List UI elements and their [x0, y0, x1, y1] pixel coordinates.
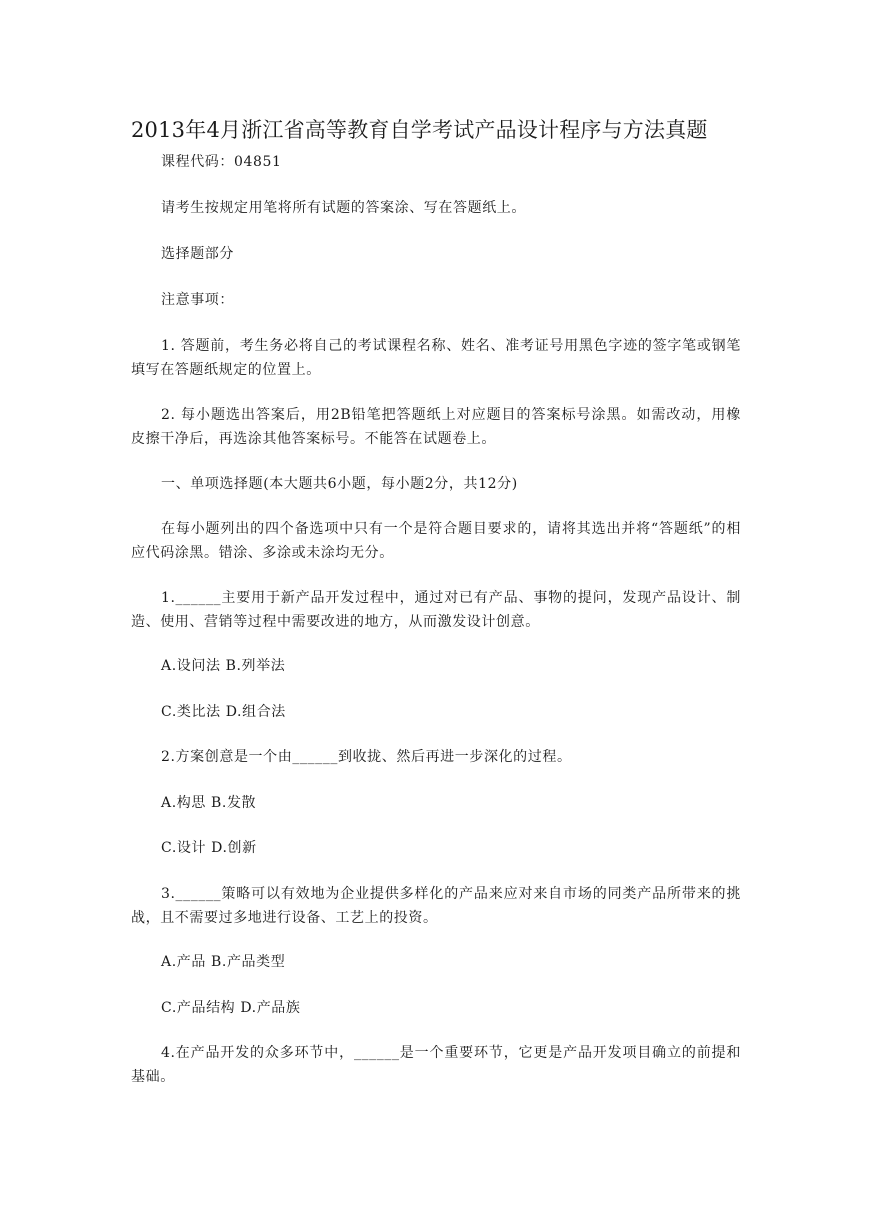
question-2-stem: 2.方案创意是一个由______到收拢、然后再进一步深化的过程。: [161, 749, 572, 765]
note-1: 1. 答题前，考生务必将自己的考试课程名称、姓名、准考证号用黑色字迹的签字笔或钢笔填写在答题纸规定的位置上。: [131, 338, 741, 378]
notes-label: 注意事项：: [161, 292, 234, 308]
section-label: 选择题部分: [161, 246, 234, 262]
question-1-stem: 1.______主要用于新产品开发过程中，通过对已有产品、事物的提问，发现产品设计、制造、使用、营销等过程中需要改进的地方，从而激发设计创意。: [131, 590, 741, 630]
part-1-heading: 一、单项选择题(本大题共6小题，每小题2分，共12分): [161, 476, 518, 492]
question-3-options-cd: C.产品结构 D.产品族: [161, 1000, 301, 1016]
question-1-options-cd: C.类比法 D.组合法: [161, 704, 286, 720]
document-title: 2013年4月浙江省高等教育自学考试产品设计程序与方法真题: [131, 118, 708, 142]
question-1-options-ab: A.设问法 B.列举法: [161, 658, 286, 674]
question-3-stem: 3.______策略可以有效地为企业提供多样化的产品来应对来自市场的同类产品所带来的挑战，且不需要过多地进行设备、工艺上的投资。: [131, 886, 741, 926]
part-1-instruction: 在每小题列出的四个备选项中只有一个是符合题目要求的，请将其选出并将“答题纸”的相应代码涂黑。错涂、多涂或未涂均无分。: [131, 521, 741, 561]
question-2-options-cd: C.设计 D.创新: [161, 840, 257, 856]
question-3-options-ab: A.产品 B.产品类型: [161, 954, 286, 970]
question-4-stem: 4.在产品开发的众多环节中，______是一个重要环节，它更是产品开发项目确立的前提和基础。: [131, 1045, 741, 1085]
question-2-options-ab: A.构思 B.发散: [161, 795, 257, 811]
answer-instruction: 请考生按规定用笔将所有试题的答案涂、写在答题纸上。: [161, 200, 526, 216]
note-2: 2. 每小题选出答案后，用2B铅笔把答题纸上对应题目的答案标号涂黑。如需改动，用橡皮擦干净后，再选涂其他答案标号。不能答在试题卷上。: [131, 407, 741, 447]
course-code: 课程代码：04851: [161, 154, 282, 170]
